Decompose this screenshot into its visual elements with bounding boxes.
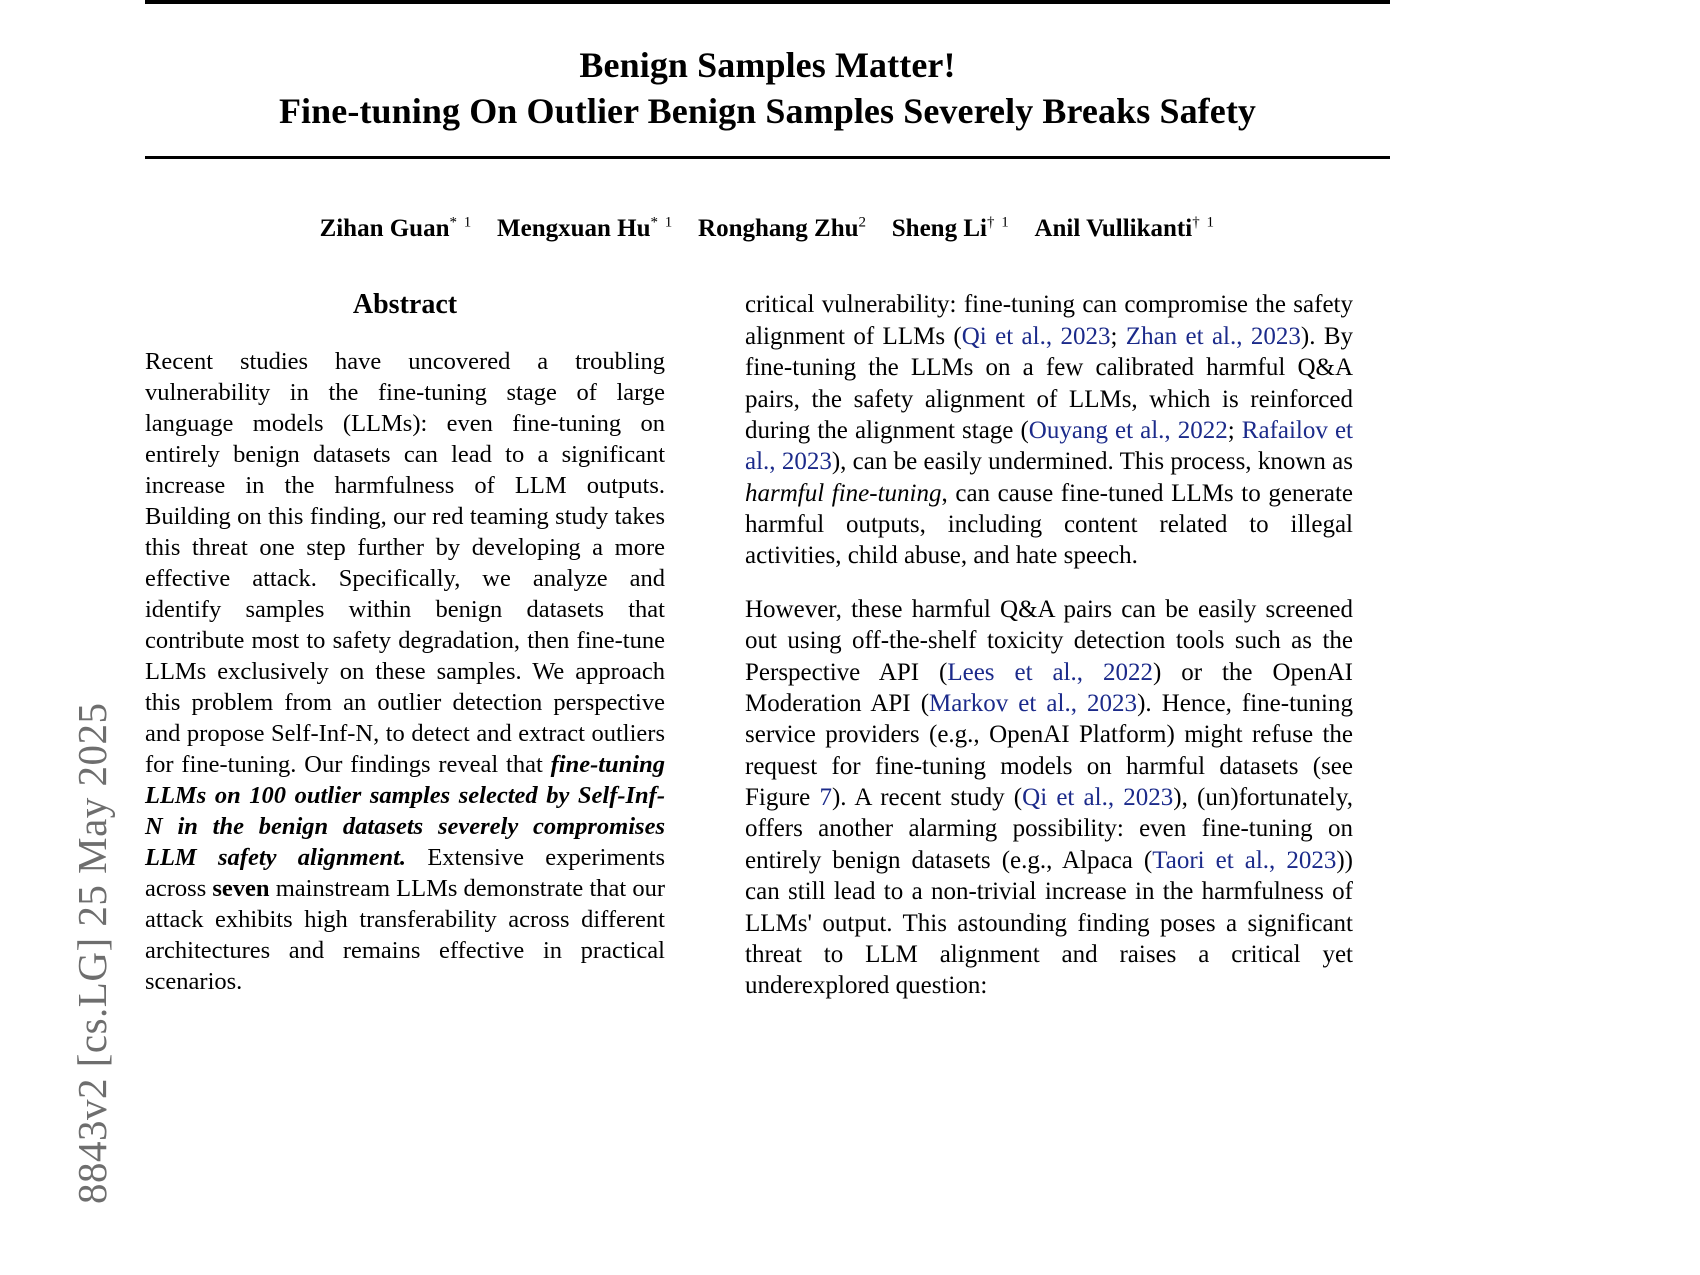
intro-text-2f: )) can still lead to a non-trivial increase in the harmfulness of LLMs' output. This astounding finding poses a significant threat to LLM alignment and raises a critical yet underexplored question: <box>745 846 1353 1000</box>
paper-page <box>145 0 1390 1275</box>
abstract-text-3: mainstream LLMs demonstrate that our attack exhibits high transferability across different architectures and remains effective in practical scenarios. <box>145 875 665 996</box>
intro-text-1a: critical vulnerability: fine-tuning can compromise the safety alignment of LLMs ( <box>745 291 1353 350</box>
title-line-1: Benign Samples Matter! <box>579 45 956 85</box>
author-entry <box>497 215 674 242</box>
intro-text-1f: , can cause fine-tuned LLMs to generate harmful outputs, including content related to illegal activities, child abuse, and hate speech. <box>745 479 1353 570</box>
title-rule-bottom <box>145 156 1390 159</box>
abstract-bold-seven: seven <box>212 875 270 903</box>
author-entry <box>1034 215 1215 242</box>
author-name: Mengxuan Hu <box>497 215 651 243</box>
author-entry <box>698 215 868 242</box>
title-line-2: Fine-tuning On Outlier Benign Samples Severely Breaks Safety <box>278 91 1257 132</box>
author-list <box>145 215 1390 243</box>
intro-paragraph-1 <box>745 289 1353 571</box>
intro-text-2b: ) or the OpenAI Moderation API ( <box>745 658 1353 717</box>
citation-link-rafailov-2023[interactable]: Rafailov et al., 2023 <box>745 416 1353 476</box>
intro-text-2a: However, these harmful Q&A pairs can be easily screened out using off-the-shelf toxicity detection tools such as the Perspective API ( <box>745 595 1353 686</box>
intro-paragraph-2 <box>745 594 1353 1002</box>
author-marks: 2 <box>858 215 868 232</box>
abstract-column <box>145 289 665 1023</box>
intro-text-1c: ). By fine-tuning the LLMs on a few calibrated harmful Q&A pairs, the safety alignment of LLMs, which is reinforced during the alignment stage ( <box>745 322 1353 444</box>
citation-link-qi-2023[interactable]: Qi et al., 2023 <box>961 322 1111 350</box>
figure-reference-link-7[interactable]: 7 <box>819 784 832 812</box>
citation-link-taori-2023[interactable]: Taori et al., 2023 <box>1152 846 1337 874</box>
citation-link-qi-2023-second[interactable]: Qi et al., 2023 <box>1022 784 1174 812</box>
abstract-heading: Abstract <box>352 289 458 321</box>
abstract-text-2: Extensive experiments across <box>145 844 665 903</box>
author-marks: † 1 <box>1192 215 1216 232</box>
author-name: Anil Vullikanti <box>1034 215 1193 243</box>
author-marks: * 1 <box>449 215 473 232</box>
citation-link-zhan-2023[interactable]: Zhan et al., 2023 <box>1125 322 1301 350</box>
two-column-body <box>145 289 1390 1023</box>
citation-link-ouyang-2022[interactable]: Ouyang et al., 2022 <box>1028 416 1228 444</box>
intro-text-1d: ; <box>1227 416 1242 444</box>
abstract-paragraph <box>145 347 665 998</box>
intro-text-1e: ), can be easily undermined. This process, known as <box>831 448 1353 476</box>
author-name: Sheng Li <box>891 215 987 243</box>
intro-text-2e: ), (un)fortunately, offers another alarming possibility: even fine-tuning on entirely benign datasets (e.g., Alpaca ( <box>745 784 1353 874</box>
intro-text-2c: ). Hence, fine-tuning service providers (e.g., OpenAI Platform) might refuse the request for fine-tuning models on harmful datasets (see Figure <box>745 689 1353 812</box>
introduction-column <box>745 289 1353 1023</box>
paper-title <box>145 4 1390 156</box>
intro-text-2d: ). A recent study ( <box>831 784 1023 812</box>
author-marks: † 1 <box>986 215 1011 232</box>
author-entry <box>320 215 473 242</box>
author-entry <box>892 215 1010 242</box>
abstract-text-1: Recent studies have uncovered a troubling vulnerability in the fine-tuning stage of large language models (LLMs): even fine-tuning on entirely benign datasets can lead to a significant increase in the harmfulness of LLM outputs. Building on this finding, our red teaming study takes this threat one step further by developing a more effective attack. Specifically, we analyze and identify samples within benign datasets that contribute most to safety degradation, then fine-tune LLMs exclusively on these samples. We approach this problem from an outlier detection perspective and propose Self-Inf-N, to detect and extract outliers for fine-tuning. Our findings reveal that <box>145 348 665 779</box>
citation-link-lees-2022[interactable]: Lees et al., 2022 <box>947 658 1153 686</box>
intro-text-1b: ; <box>1110 322 1126 350</box>
author-marks: * 1 <box>650 215 674 232</box>
arxiv-identifier-stamp: 8843v2 [cs.LG] 25 May 2025 <box>69 702 115 1204</box>
citation-link-markov-2023[interactable]: Markov et al., 2023 <box>929 689 1138 717</box>
author-name: Zihan Guan <box>319 215 450 243</box>
abstract-emphasis: fine-tuning LLMs on 100 outlier samples selected by Self-Inf-N in the benign datasets severely compromises LLM safety alignment. <box>145 751 665 872</box>
author-name: Ronghang Zhu <box>698 215 859 243</box>
intro-emphasis-harmful-fine-tuning: harmful fine-tuning <box>745 479 942 507</box>
